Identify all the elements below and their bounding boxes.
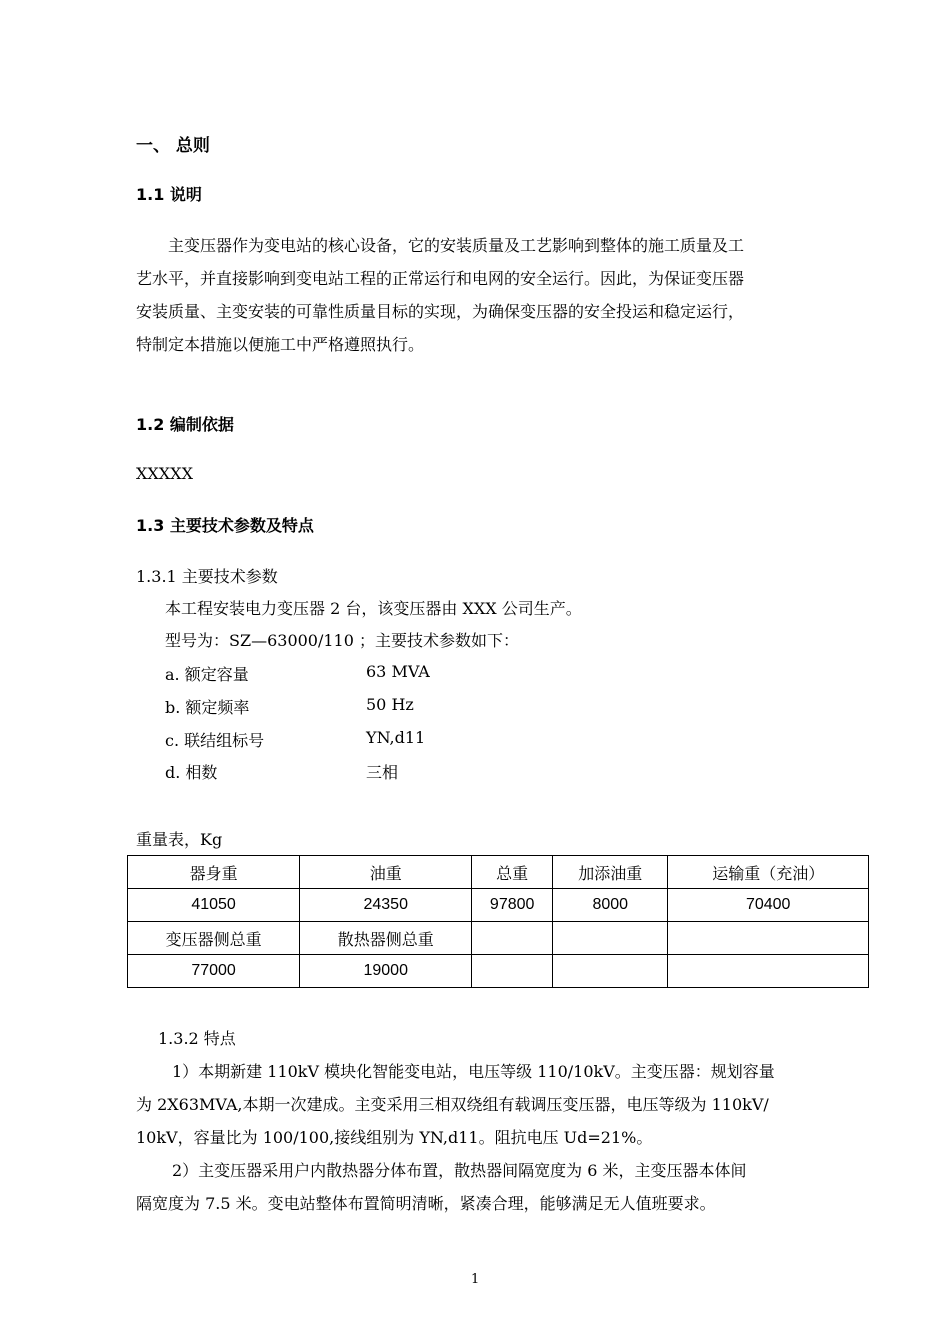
param-value-capacity: 63 MVA bbox=[366, 662, 430, 681]
param-label-frequency: b. 额定频率 bbox=[165, 698, 250, 717]
feature-1-line-3: 10kV，容量比为 100/100,接线组别为 YN,d11。阻抗电压 Ud=21%。 bbox=[136, 1128, 653, 1147]
param-label-vector-group: c. 联结组标号 bbox=[165, 731, 265, 750]
table-cell: 散热器侧总重 bbox=[300, 922, 472, 955]
feature-2-line-1: 2）主变压器采用户内散热器分体布置，散热器间隔宽度为 6 米，主变压器本体间 bbox=[172, 1161, 747, 1180]
para-1-1-line-1: 主变压器作为变电站的核心设备，它的安装质量及工艺影响到整体的施工质量及工 bbox=[168, 236, 745, 255]
table-cell bbox=[668, 922, 869, 955]
table-row bbox=[128, 922, 869, 955]
feature-1-line-1: 1）本期新建 110kV 模块化智能变电站，电压等级 110/10kV。主变压器：规划容量 bbox=[172, 1062, 775, 1081]
feature-1-line-2: 为 2X63MVA,本期一次建成。主变采用三相双绕组有载调压变压器，电压等级为 110kV/ bbox=[136, 1095, 769, 1114]
table-cell: 97800 bbox=[472, 889, 553, 922]
section-title: 一、 总则 bbox=[136, 136, 210, 156]
table-cell bbox=[553, 955, 668, 988]
param-value-frequency: 50 Hz bbox=[366, 695, 414, 714]
heading-1-2: 1.2 编制依据 bbox=[136, 415, 234, 434]
heading-1-3: 1.3 主要技术参数及特点 bbox=[136, 516, 314, 535]
page-number: 1 bbox=[471, 1272, 480, 1287]
param-value-phases: 三相 bbox=[366, 763, 399, 782]
table-cell bbox=[472, 955, 553, 988]
heading-1-1: 1.1 说明 bbox=[136, 185, 202, 204]
table-cell: 19000 bbox=[300, 955, 472, 988]
para-1-1-line-3: 安装质量、主变安装的可靠性质量目标的实现，为确保变压器的安全投运和稳定运行， bbox=[136, 302, 745, 321]
basis-text: XXXXX bbox=[136, 464, 193, 483]
para-1-1-line-2: 艺水平，并直接影响到变电站工程的正常运行和电网的安全运行。因此，为保证变压器 bbox=[136, 269, 745, 288]
table-cell bbox=[668, 955, 869, 988]
heading-1-3-2: 1.3.2 特点 bbox=[158, 1029, 236, 1048]
param-label-phases: d. 相数 bbox=[165, 763, 218, 782]
feature-2-line-2: 隔宽度为 7.5 米。变电站整体布置简明清晰，紧凑合理，能够满足无人值班要求。 bbox=[136, 1194, 716, 1213]
table-row bbox=[128, 955, 869, 988]
param-label-capacity: a. 额定容量 bbox=[165, 665, 249, 684]
table-caption: 重量表，Kg bbox=[136, 830, 223, 849]
table-cell: 41050 bbox=[128, 889, 300, 922]
table-row bbox=[128, 856, 869, 889]
table-cell: 运输重（充油） bbox=[668, 856, 869, 889]
table-cell: 加添油重 bbox=[553, 856, 668, 889]
model-text: 型号为：SZ—63000/110 ；主要技术参数如下： bbox=[165, 631, 519, 650]
table-cell: 8000 bbox=[553, 889, 668, 922]
weight-table bbox=[127, 855, 869, 988]
table-cell: 70400 bbox=[668, 889, 869, 922]
table-cell: 油重 bbox=[300, 856, 472, 889]
table-cell bbox=[553, 922, 668, 955]
table-cell: 总重 bbox=[472, 856, 553, 889]
table-cell: 变压器侧总重 bbox=[128, 922, 300, 955]
table-row bbox=[128, 889, 869, 922]
heading-1-3-1: 1.3.1 主要技术参数 bbox=[136, 567, 278, 586]
intro-text: 本工程安装电力变压器 2 台，该变压器由 XXX 公司生产。 bbox=[165, 599, 582, 618]
table-cell: 24350 bbox=[300, 889, 472, 922]
table-cell: 77000 bbox=[128, 955, 300, 988]
table-cell bbox=[472, 922, 553, 955]
para-1-1-line-4: 特制定本措施以便施工中严格遵照执行。 bbox=[136, 335, 425, 354]
table-cell: 器身重 bbox=[128, 856, 300, 889]
param-value-vector-group: YN,d11 bbox=[366, 728, 426, 747]
